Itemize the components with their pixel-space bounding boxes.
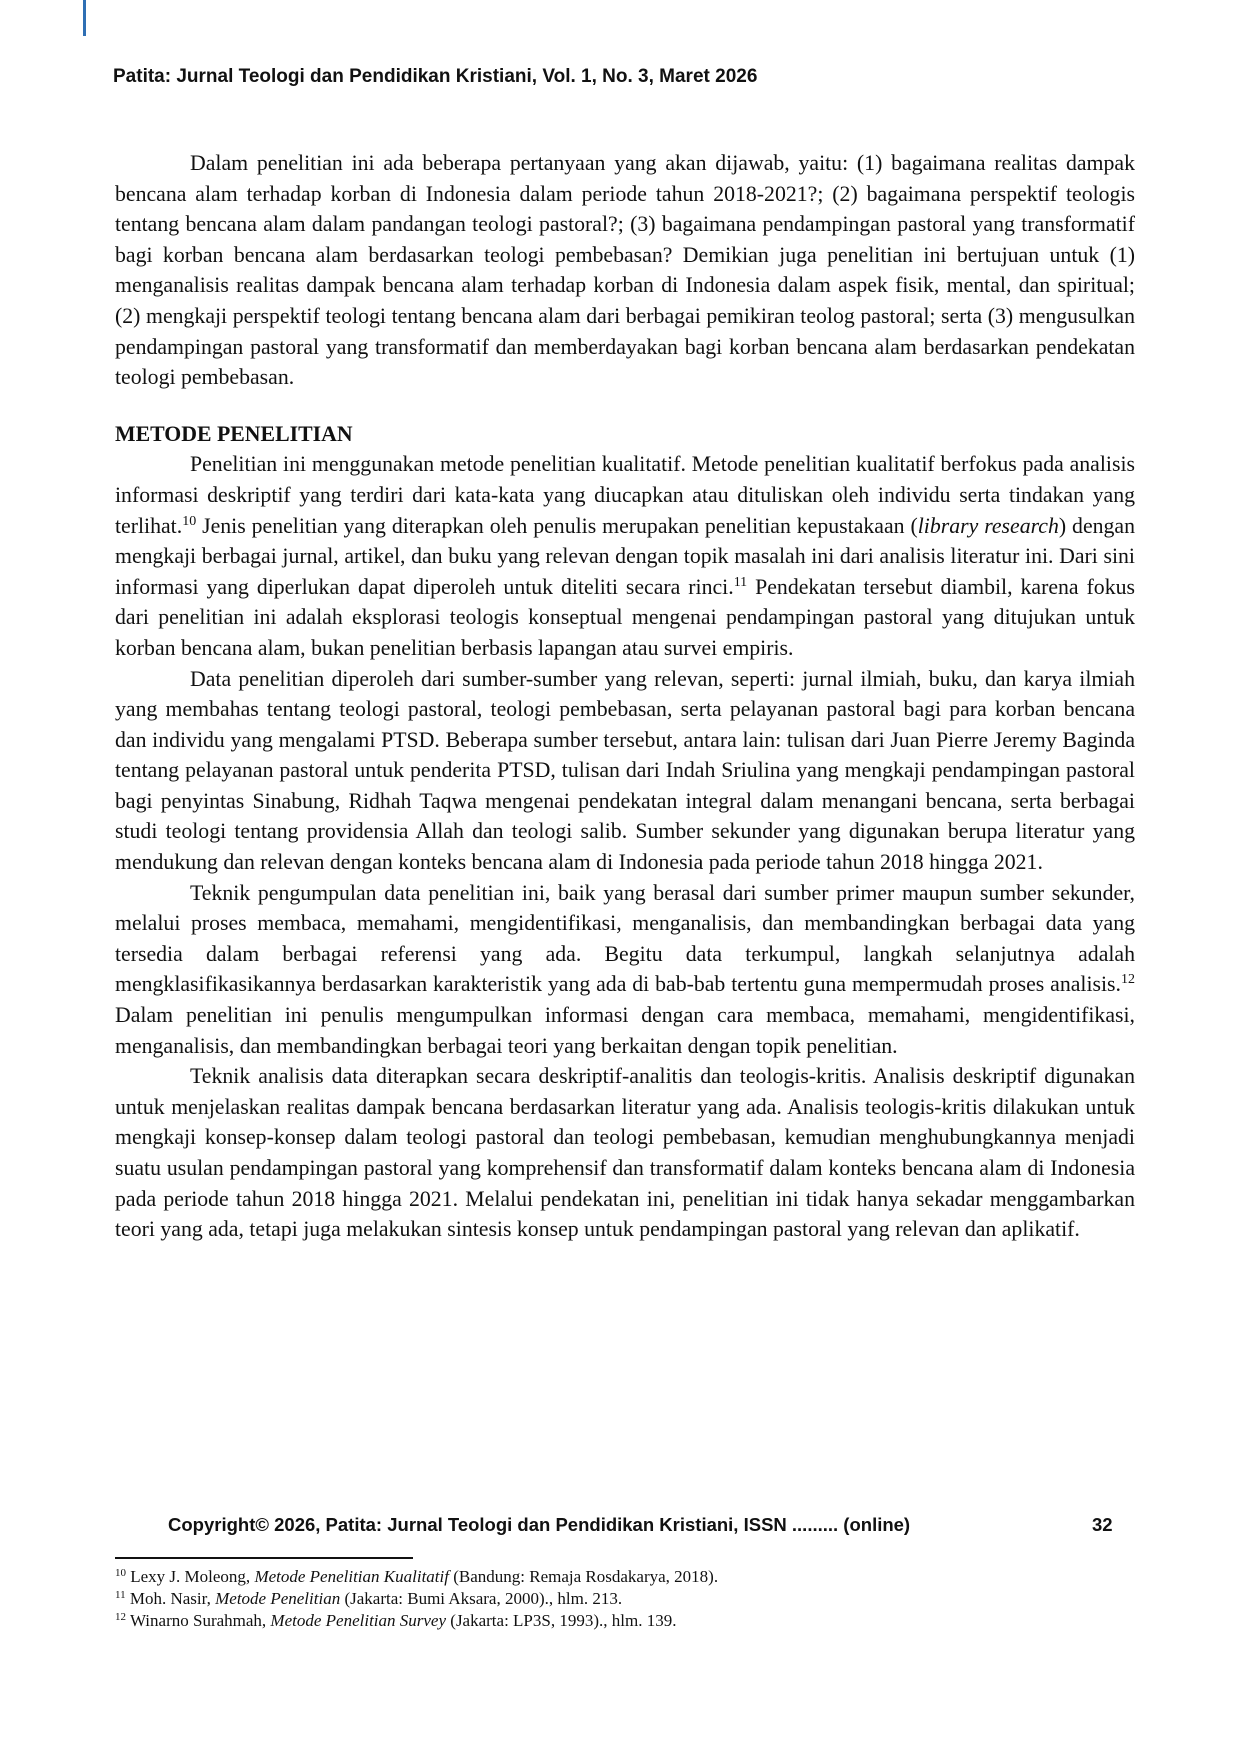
- paragraph-data-sources: Data penelitian diperoleh dari sumber-sumber yang relevan, seperti: jurnal ilmiah, buku, dan karya ilmiah yang membahas tentang teologi pastoral, teologi pembebasan, serta pelayanan pastoral bagi para korban bencana dan individu yang mengalami PTSD. Beberapa sumber tersebut, antara lain: tulisan dari Juan Pierre Jeremy Baginda tentang pelayanan pastoral untuk penderita PTSD, tulisan dari Indah Sriulina yang mengkaji pendampingan pastoral bagi penyintas Sinabung, Ridhah Taqwa mengenai pendekatan integral dalam menangani bencana, serta berbagai studi teologi tentang providensia Allah dan teologi salib. Sumber sekunder yang digunakan berupa literatur yang mendukung dan relevan dengan konteks bencana alam di Indonesia pada periode tahun 2018 hingga 2021.: [115, 666, 1135, 875]
- footnote-title: Metode Penelitian: [215, 1589, 341, 1608]
- footnote-ref-10[interactable]: 10: [182, 513, 197, 529]
- footnote-title: Metode Penelitian Survey: [270, 1611, 447, 1630]
- footnote-number: 10: [115, 1567, 126, 1579]
- footnotes: [115, 1566, 1135, 1632]
- footnote-author: Lexy J. Moleong,: [126, 1567, 255, 1586]
- copyright-footer: Copyright© 2026, Patita: Jurnal Teologi dan Pendidikan Kristiani, ISSN ......... (online): [168, 1514, 911, 1535]
- footnote-author: Winarno Surahmah,: [126, 1611, 271, 1630]
- paragraph-method: [115, 449, 1135, 663]
- paragraph-data-collection: [115, 878, 1135, 1062]
- page-number: 32: [1092, 1514, 1113, 1535]
- text-span: ) dengan mengkaji berbagai jurnal, artikel, dan buku yang relevan dengan topik masalah ini dari analisis literatur ini. Dari sini informasi yang diperlukan dapat diperoleh untuk diteliti secara rinci.: [115, 513, 1135, 599]
- text-span: Pendekatan tersebut diambil, karena fokus dari penelitian ini adalah eksplorasi teologis konseptual mengenai pendampingan pastoral yang ditujukan untuk korban bencana alam, bukan penelitian berbasis lapangan atau survei empiris.: [115, 574, 1135, 660]
- body-text: [115, 148, 1135, 1245]
- footnote-number: 12: [115, 1611, 126, 1623]
- accent-line: [83, 0, 86, 36]
- section-heading: METODE PENELITIAN: [115, 421, 353, 446]
- footnote-12: [115, 1610, 1135, 1632]
- footnote-number: 11: [115, 1589, 126, 1601]
- text-span: Penelitian ini menggunakan metode penelitian kualitatif. Metode penelitian kualitatif berfokus pada analisis informasi deskriptif yang terdiri dari kata-kata yang diucapkan atau dituliskan oleh individu serta tindakan yang terlihat.: [115, 452, 1135, 538]
- footnote-author: Moh. Nasir,: [125, 1589, 216, 1608]
- paragraph-research-questions: Dalam penelitian ini ada beberapa pertanyaan yang akan dijawab, yaitu: (1) bagaimana realitas dampak bencana alam terhadap korban di Indonesia dalam periode tahun 2018-2021?; (2) bagaimana perspektif teologis tentang bencana alam dalam pandangan teologi pastoral?; (3) bagaimana pendampingan pastoral yang transformatif bagi korban bencana alam berdasarkan teologi pembebasan? Demikian juga penelitian ini bertujuan untuk (1) menganalisis realitas dampak bencana alam terhadap korban di Indonesia dalam aspek fisik, mental, dan spiritual; (2) mengkaji perspektif teologi tentang bencana alam dari berbagai pemikiran teolog pastoral; serta (3) mengusulkan pendampingan pastoral yang transformatif dan memberdayakan bagi korban bencana alam berdasarkan pendekatan teologi pembebasan.: [115, 151, 1135, 390]
- footnote-divider: [115, 1557, 413, 1559]
- text-span: Dalam penelitian ini penulis mengumpulkan informasi dengan cara membaca, memahami, mengidentifikasi, menganalisis, dan membandingkan berbagai teori yang berkaitan dengan topik penelitian.: [115, 1003, 1135, 1058]
- text-span: Teknik pengumpulan data penelitian ini, baik yang berasal dari sumber primer maupun sumber sekunder, melalui proses membaca, memahami, mengidentifikasi, menganalisis, dan membandingkan berbagai data yang tersedia dalam berbagai referensi yang ada. Begitu data terkumpul, langkah selanjutnya adalah mengklasifikasikannya berdasarkan karakteristik yang ada di bab-bab tertentu guna mempermudah proses analisis.: [115, 880, 1135, 997]
- running-header: Patita: Jurnal Teologi dan Pendidikan Kristiani, Vol. 1, No. 3, Maret 2026: [113, 66, 758, 87]
- footnote-title: Metode Penelitian Kualitatif: [254, 1567, 449, 1586]
- footnote-publication: (Jakarta: LP3S, 1993)., hlm. 139.: [446, 1611, 677, 1630]
- footnote-ref-11[interactable]: 11: [733, 574, 748, 590]
- footnote-ref-12[interactable]: 12: [1121, 972, 1135, 988]
- italic-term: library research: [917, 513, 1059, 538]
- footnote-10: [115, 1566, 1135, 1588]
- paragraph-data-analysis: Teknik analisis data diterapkan secara deskriptif-analitis dan teologis-kritis. Analisis deskriptif digunakan untuk menjelaskan realitas dampak bencana berdasarkan literatur yang ada. Analisis teologis-kritis dilakukan untuk mengkaji konsep-konsep dalam teologi pastoral dan teologi pembebasan, kemudian menghubungkannya menjadi suatu usulan pendampingan pastoral yang komprehensif dan transformatif dalam konteks bencana alam di Indonesia pada periode tahun 2018 hingga 2021. Melalui pendekatan ini, penelitian ini tidak hanya sekadar menggambarkan teori yang ada, tetapi juga melakukan sintesis konsep untuk pendampingan pastoral yang relevan dan aplikatif.: [115, 1064, 1135, 1242]
- footnote-11: [115, 1588, 1135, 1610]
- footnote-publication: (Jakarta: Bumi Aksara, 2000)., hlm. 213.: [340, 1589, 623, 1608]
- footnote-publication: (Bandung: Remaja Rosdakarya, 2018).: [448, 1567, 719, 1586]
- text-span: Jenis penelitian yang diterapkan oleh penulis merupakan penelitian kepustakaan (: [196, 513, 918, 538]
